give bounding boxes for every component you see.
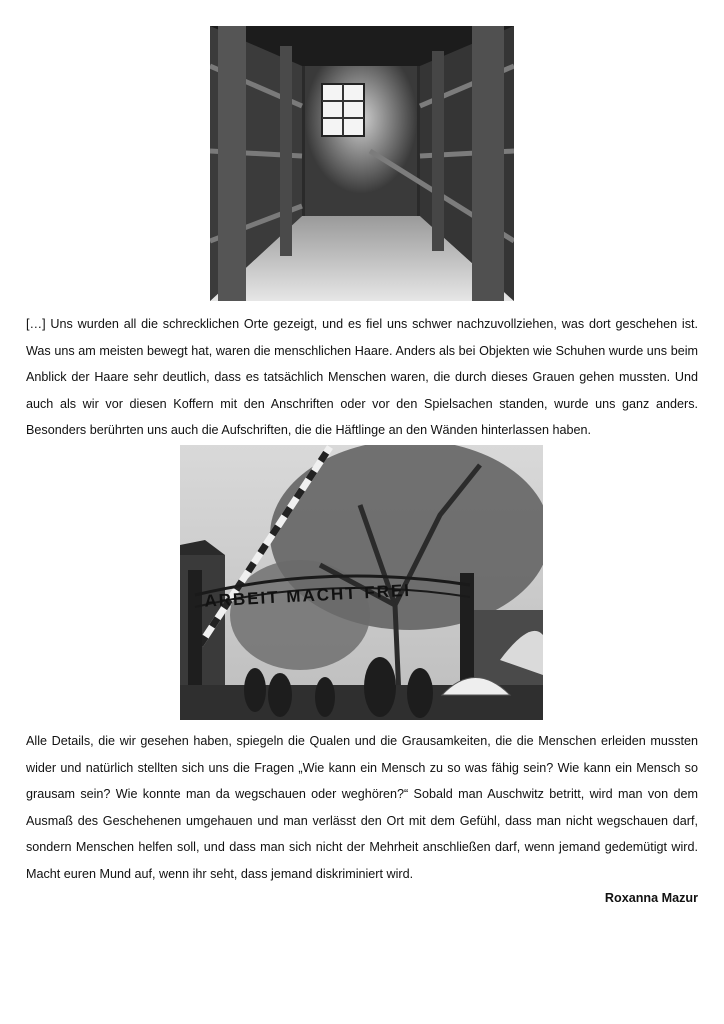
author-signature: Roxanna Mazur — [604, 891, 698, 905]
paragraph-visit-impressions: […] Uns wurden all die schrecklichen Orte gezeigt, und es fiel uns schwer nachzuvollziehen, was dort geschehen ist. Was uns am meisten bewegt hat, waren die menschlichen Haare. Anders als bei Objekten wie Schuhen wurde uns beim Anblick der Haare sehr deutlich, dass es tatsächlich Menschen waren, die durch dieses Grauen gehen mussten. Und auch als wir vor diesen Koffern mit den Anschriften oder vor den Spielsachen standen, wurde uns ganz anders. Besonders berührten uns auch die Aufschriften, die die Häftlinge an den Wänden hinterlassen haben. — [26, 317, 698, 438]
barracks-interior-photo — [210, 26, 514, 301]
barracks-interior-image — [210, 26, 514, 301]
gate-sign-text: ARBEIT MACHT FREI — [203, 580, 412, 611]
paragraph-reflection: Alle Details, die wir gesehen haben, spiegeln die Qualen und die Grausamkeiten, die die Menschen erleiden mussten wider und natürlich stellten sich uns die Fragen „Wie kann ein Mensch zu so was fähig sein? Wie kann ein Mensch so grausam sein? Wie konnte man da wegschauen oder weghören?“ Sobald man Auschwitz betritt, wird man von dem Ausmaß des Geschehenen umgehauen und man verlässt den Ort mit dem Gefühl, dass man nicht wegschauen darf, sondern Menschen helfen soll, und dass man sich nicht der Mehrheit anschließen darf, wenn jemand gedemütigt wird. Macht euren Mund auf, wenn ihr seht, dass jemand diskriminiert wird. — [26, 734, 698, 881]
gate-sign-photo — [180, 445, 543, 720]
gate-sign-image — [180, 445, 543, 720]
